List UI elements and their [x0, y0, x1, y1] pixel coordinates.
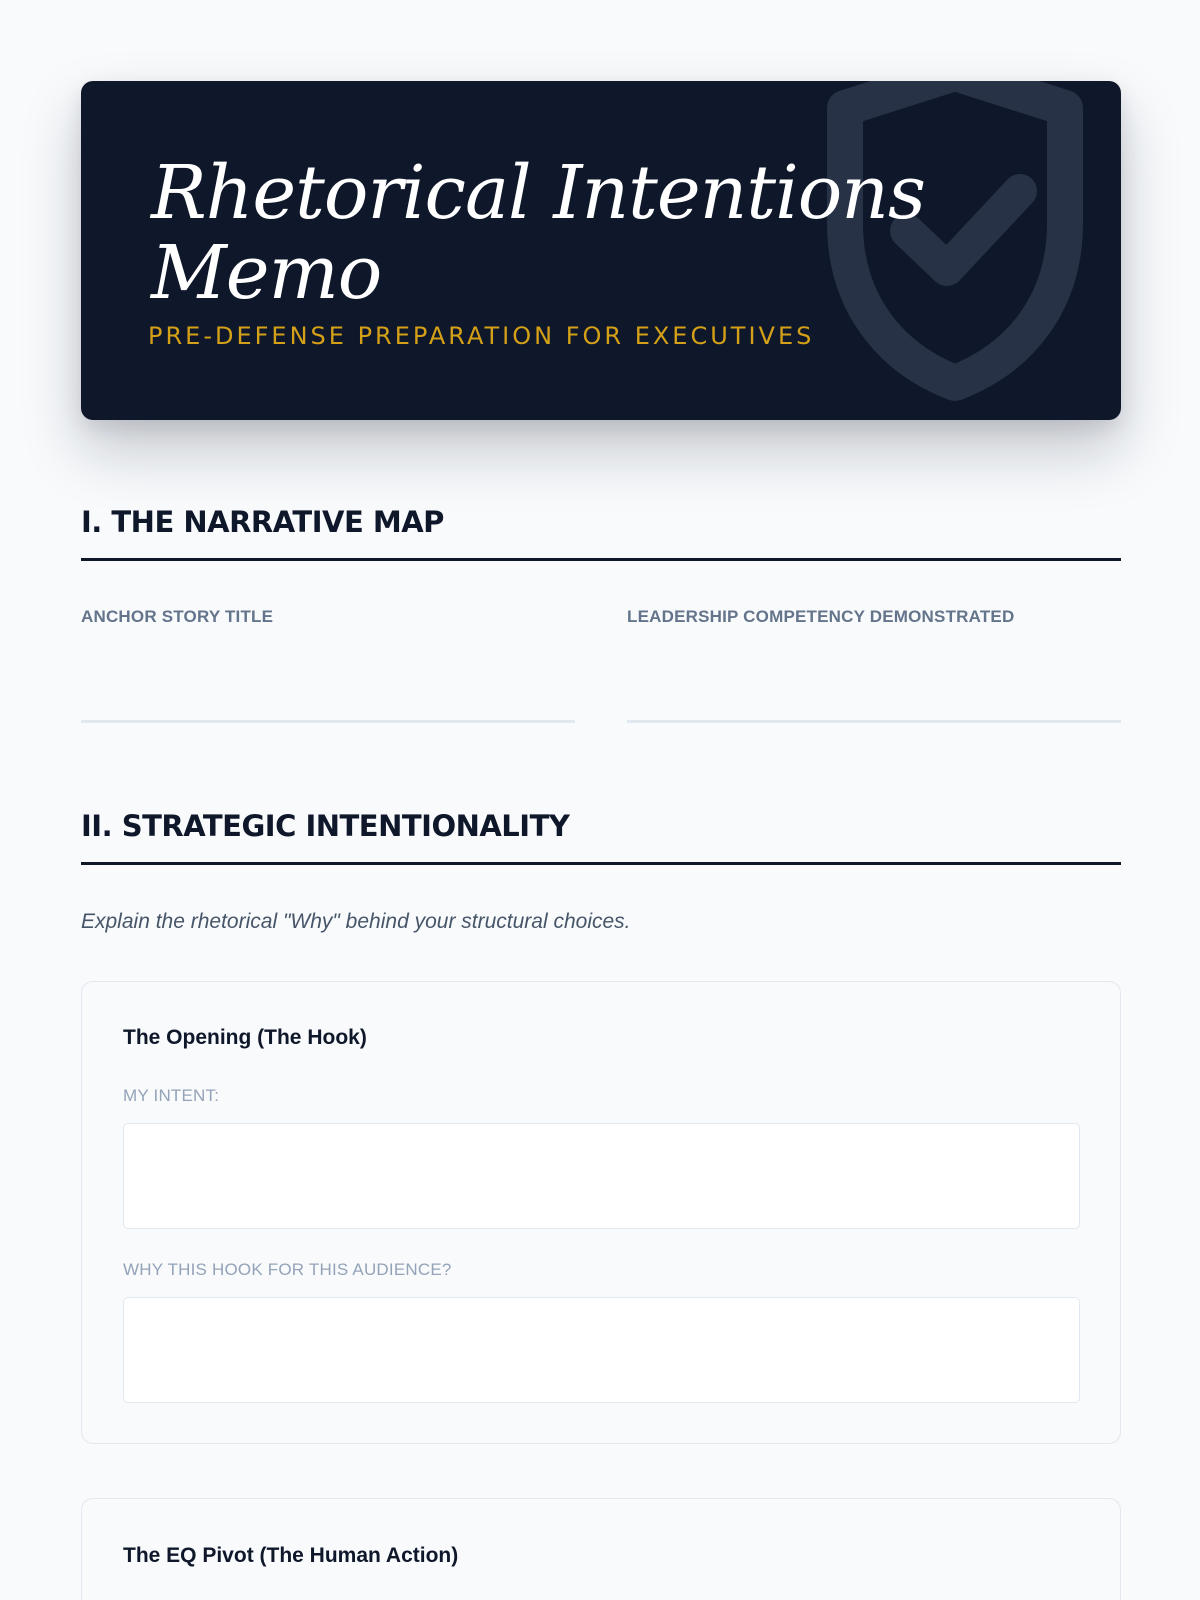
section-heading-narrative-map: I. THE NARRATIVE MAP — [81, 505, 1121, 561]
leadership-competency-input[interactable] — [627, 720, 1121, 723]
memo-title-line-1: Rhetorical Intentions — [151, 150, 925, 236]
section-instruction: Explain the rhetorical "Why" behind your structural choices. — [81, 910, 631, 933]
my-intent-textarea[interactable] — [123, 1123, 1080, 1229]
anchor-story-title-input[interactable] — [81, 720, 575, 723]
opening-hook-card — [81, 981, 1121, 1444]
memo-title-line-2: Memo — [151, 230, 382, 316]
anchor-story-title-label: ANCHOR STORY TITLE — [81, 607, 274, 626]
why-hook-label: WHY THIS HOOK FOR THIS AUDIENCE? — [123, 1260, 452, 1279]
memo-header-banner — [81, 81, 1121, 420]
section-heading-strategic-intentionality: II. STRATEGIC INTENTIONALITY — [81, 809, 1121, 865]
my-intent-label: MY INTENT: — [123, 1086, 220, 1105]
memo-title — [151, 150, 971, 316]
card-title: The Opening (The Hook) — [123, 1026, 367, 1049]
memo-subtitle: PRE-DEFENSE PREPARATION FOR EXECUTIVES — [148, 322, 815, 350]
eq-pivot-card — [81, 1498, 1121, 1600]
why-hook-textarea[interactable] — [123, 1297, 1080, 1403]
card-title: The EQ Pivot (The Human Action) — [123, 1544, 459, 1567]
leadership-competency-label: LEADERSHIP COMPETENCY DEMONSTRATED — [627, 607, 1015, 626]
